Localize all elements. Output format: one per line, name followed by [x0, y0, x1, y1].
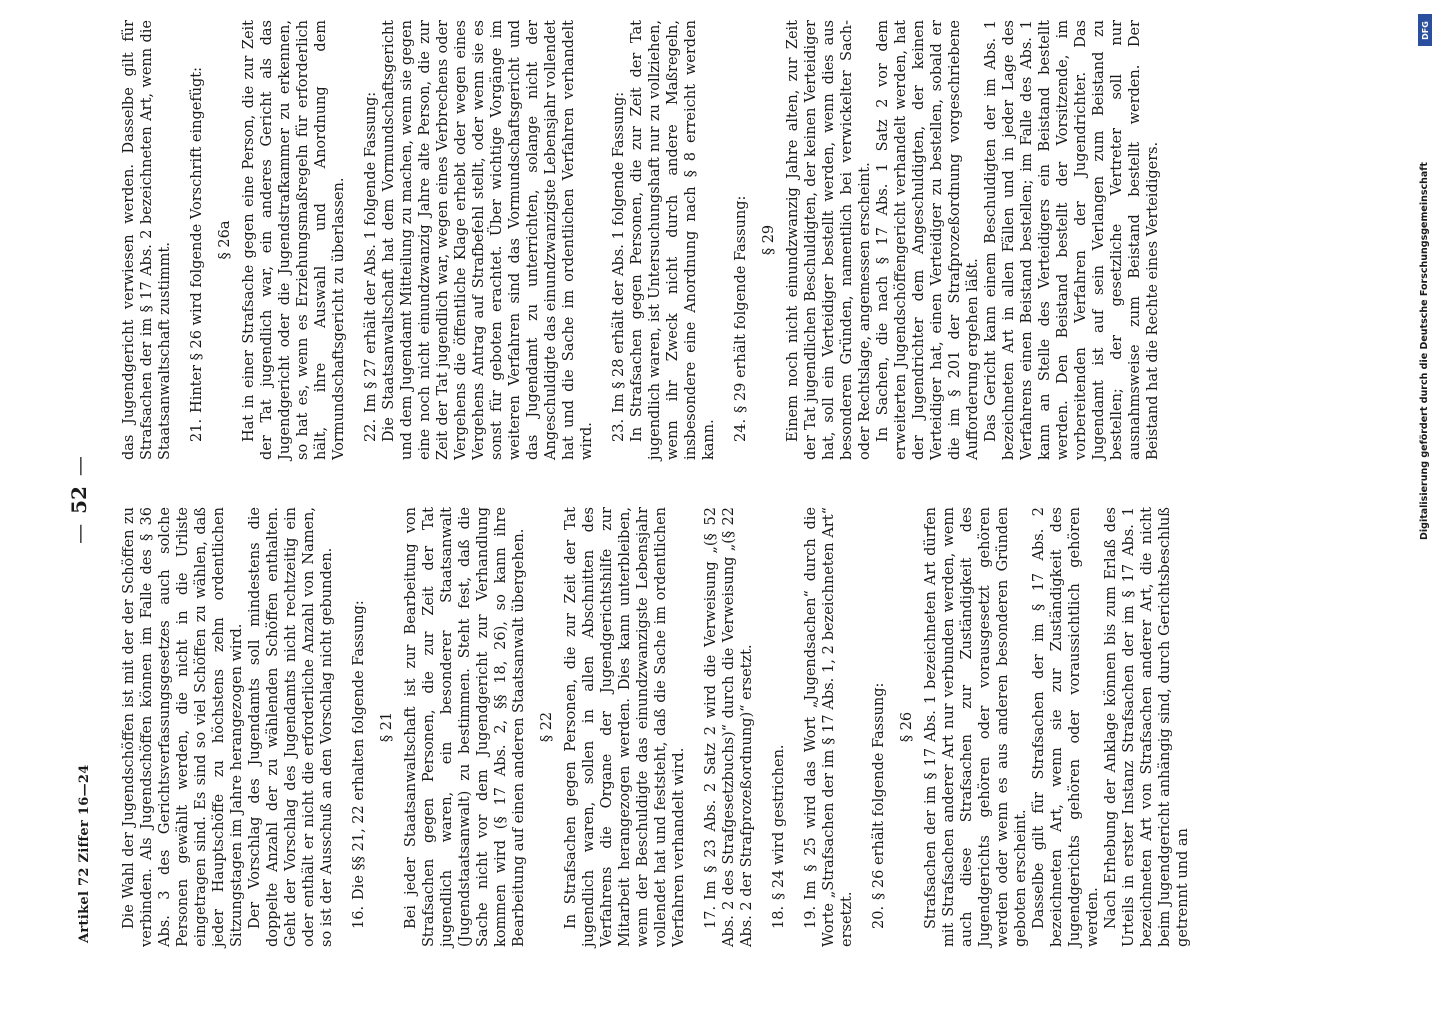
paragraph: Der Vorschlag des Jugendamts soll mindestens die doppelte Anzahl der zu wählenden Schöffen enthalten. Geht der Vorschlag des Jugendamts nicht rechtzeitig ein oder enthält er nicht die erforderliche Anzahl von Namen, so ist der Ausschuß an den Vorschlag nicht gebunden.: [247, 507, 335, 947]
list-item-24: [732, 20, 750, 460]
item-number: 18.: [771, 905, 787, 929]
paragraph: Die Wahl der Jugendschöffen ist mit der der Schöffen zu verbinden. Als Jugendschöffen können im Falle des § 36 Abs. 3 des Gerichtsverfassungsgesetzes auch solche Personen gewählt werden, die nicht in die Urliste eingetragen sind. Es sind so viel Schöffen zu wählen, daß jeder Hauptschöffe zu höchstens zehn ordentlichen Sitzungstagen im Jahre herangezogen wird.: [121, 507, 245, 947]
left-column: [120, 507, 1380, 947]
item-number: 21.: [189, 418, 205, 442]
list-item-20: [870, 507, 888, 947]
dfg-logo: DFG: [1418, 14, 1432, 46]
right-column: [120, 20, 1380, 460]
item-number: 17.: [703, 905, 719, 929]
list-item-17: [702, 507, 756, 947]
list-item-23: [610, 20, 628, 460]
item-number: 24.: [733, 418, 749, 442]
digitization-watermark: [1417, 8, 1434, 998]
section-heading: § 22: [539, 711, 555, 743]
rotated-document-page: [20, 5, 1400, 995]
paragraph: Hat in einer Strafsache gegen eine Person, die zur Zeit der Tat jugendlich war, ein anderes Gericht als das Jugendgericht oder die Jugendstrafkammer zu erkennen, so hat es, wenn es Erziehungsmaßregeln für erforderlich hält, ihre Auswahl und Anordnung dem Vormundschaftsgericht zu überlassen.: [241, 20, 347, 460]
dash-decoration: —: [67, 456, 91, 477]
paragraph: Strafsachen der im § 17 Abs. 1 bezeichneten Art dürfen mit Strafsachen anderer Art nur verbunden werden, wenn auch diese Strafsachen zur Zuständigkeit des Jugendgerichts gehören oder vorausgesetzt gehören werden oder wenn es aus anderen besonderen Gründen geboten erscheint.: [923, 507, 1029, 947]
section-heading: § 29: [761, 224, 777, 256]
item-number: 16.: [351, 905, 367, 929]
section-heading: § 21: [379, 711, 395, 743]
page-header: [67, 5, 100, 995]
item-text: § 24 wird gestrichen.: [771, 744, 787, 900]
item-text: Im § 28 erhält der Abs. 1 folgende Fassung:: [611, 91, 627, 413]
page-number-line: [67, 5, 91, 995]
section-heading: § 26: [899, 711, 915, 743]
section-heading: § 26a: [217, 220, 233, 260]
paragraph: Nach Erhebung der Anklage können bis zum Erlaß des Urteils in erster Instanz Strafsachen der im § 17 Abs. 1 bezeichneten Art von Strafsachen anderer Art, die nicht beim Jugendgericht anhängig sind, durch Gerichtsbeschluß getrennt und an: [1103, 507, 1191, 947]
paragraph: In Strafsachen gegen Personen, die zur Zeit der Tat jugendlich waren, sollen in allen Abschnitten des Verfahrens die Organe der Jugendgerichtshilfe zur Mitarbeit herangezogen werden. Dies kann unterbleiben, wenn der Beschuldigte das einundzwanzigste Lebensjahr vollendet hat und feststeht, daß die Sache im ordentlichen Verfahren verhandelt wird.: [563, 507, 687, 947]
item-text: Im § 23 Abs. 2 Satz 2 wird die Verweisung „(§ 52 Abs. 2 des Strafgesetzbuchs)“ durch die Verweisung „(§ 22 Abs. 2 der Strafprozeßordnung)“ ersetzt.: [703, 507, 755, 947]
item-text: Im § 25 wird das Wort „Jugendsachen“ durch die Worte „Strafsachen der im § 17 Abs. 1, 2 bezeichneten Art“ ersetzt.: [803, 507, 855, 947]
item-number: 23.: [611, 418, 627, 442]
item-text: Im § 27 erhält der Abs. 1 folgende Fassung:: [363, 91, 379, 413]
paragraph: Einem noch nicht einundzwanzig Jahre alten, zur Zeit der Tat jugendlichen Beschuldigten, der keinen Verteidiger hat, soll ein Verteidiger bestellt werden, wenn dies aus besonderen Gründen, namentlich bei verwickelter Sach- oder Rechtslage, angemessen erscheint.: [785, 20, 873, 460]
item-number: 19.: [803, 905, 819, 929]
list-item-18: [770, 507, 788, 947]
item-text: § 26 erhält folgende Fassung:: [871, 682, 887, 900]
paragraph: Dasselbe gilt für Strafsachen der im § 17 Abs. 2 bezeichneten Art, wenn sie zur Zuständigkeit des Jugendgerichts gehören oder voraussichtlich gehören werden.: [1031, 507, 1101, 947]
paragraph: Die Staatsanwaltschaft hat dem Vormundschaftsgericht und dem Jugendamt Mitteilung zu machen, wenn sie gegen eine noch nicht einundzwanzig Jahre alte Person, die zur Zeit der Tat jugendlich war, wegen eines Verbrechens oder Vergehens die öffentliche Klage erhebt oder wegen eines Vergehens Antrag auf Strafbefehl stellt, oder wenn sie es sonst für geboten erachtet. Über wichtige Vorgänge im weiteren Verfahren sind das Vormundschaftsgericht und das Jugendamt zu unterrichten, solange nicht der Angeschuldigte das einundzwanzigste Lebensjahr vollendet hat und die Sache im ordentlichen Verfahren verhandelt wird.: [381, 20, 595, 460]
item-number: 20.: [871, 905, 887, 929]
item-text: § 29 erhält folgende Fassung:: [733, 195, 749, 413]
item-text: Hinter § 26 wird folgende Vorschrift eingefügt:: [189, 66, 205, 413]
paragraph: das Jugendgericht verwiesen werden. Dasselbe gilt für Strafsachen der im § 17 Abs. 2 bezeichneten Art, wenn die Staatsanwaltschaft zustimmt.: [121, 20, 173, 460]
list-item-19: [802, 507, 856, 947]
paragraph: Bei jeder Staatsanwaltschaft ist zur Bearbeitung von Strafsachen gegen Personen, die zur Zeit der Tat jugendlich waren, ein besonderer Staatsanwalt (Jugendstaatsanwalt) zu bestimmen. Steht fest, daß die Sache nicht vor dem Jugendgericht zur Verhandlung kommen wird (§ 17 Abs. 2, §§ 18, 26), so kann ihre Bearbeitung auf einen anderen Staatsanwalt übergehen.: [403, 507, 527, 947]
page-number: 52: [67, 486, 91, 514]
list-item-16: [350, 507, 368, 947]
paragraph: In Sachen, die nach § 17 Abs. 1 Satz 2 vor dem erweiterten Jugendschöffengericht verhandelt werden, hat der Jugendrichter dem Angeschuldigten, der keinen Verteidiger hat, einen Verteidiger zu bestellen, sobald er die im § 201 der Strafprozeßordnung vorgeschriebene Aufforderung ergehen läßt.: [875, 20, 981, 460]
item-text: Die §§ 21, 22 erhalten folgende Fassung:: [351, 600, 367, 900]
watermark-text: Digitalisierung gefördert durch die Deutsche Forschungsgemeinschaft: [1419, 162, 1430, 540]
list-item-21: [188, 20, 206, 460]
list-item-22: [362, 20, 380, 460]
dash-decoration: —: [67, 523, 91, 544]
running-head: Artikel 72 Ziffer 16—24: [77, 764, 92, 943]
item-number: 22.: [363, 418, 379, 442]
paragraph: Das Gericht kann einem Beschuldigten der im Abs. 1 bezeichneten Art in allen Fällen und in jeder Lage des Verfahrens einen Beistand bestellen; im Falle des Abs. 1 kann an Stelle des Verteidigers ein Beistand bestellt werden. Den Beistand bestellt der Vorsitzende, im vorbereitenden Verfahren der Jugendrichter. Das Jugendamt ist auf sein Verlangen zum Beistand zu bestellen; der gesetzliche Vertreter soll nur ausnahmsweise zum Beistand bestellt werden. Der Beistand hat die Rechte eines Verteidigers.: [983, 20, 1161, 460]
paragraph: In Strafsachen gegen Personen, die zur Zeit der Tat jugendlich waren, ist Untersuchungshaft nur zu vollziehen, wenn ihr Zweck nicht durch andere Maßregeln, insbesondere eine Anordnung nach § 8 erreicht werden kann.: [629, 20, 717, 460]
